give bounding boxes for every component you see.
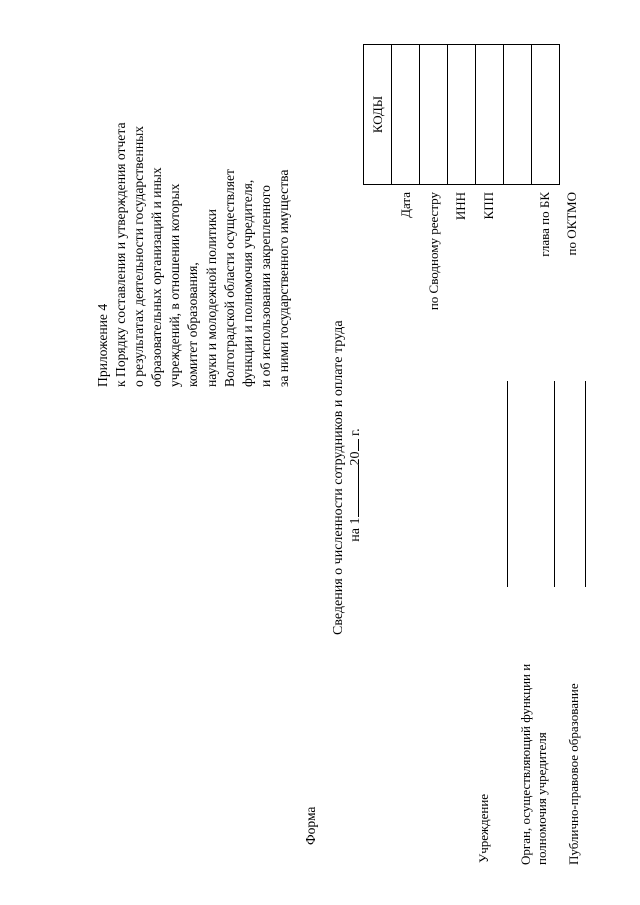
date-prefix: на 1 xyxy=(348,517,363,542)
code-cell-inn[interactable] xyxy=(448,45,476,185)
form-label: Форма xyxy=(303,806,318,845)
code-cell-date[interactable] xyxy=(392,45,420,185)
code-label-kpp: КПП xyxy=(481,192,496,220)
founder-label-line1: Орган, осуществляющий функции и xyxy=(518,663,533,865)
appendix-line: образовательных организаций и иных xyxy=(149,167,165,387)
appendix-line: к Порядку составления и утверждения отчета xyxy=(113,122,129,387)
year-blank xyxy=(347,439,359,451)
code-cell-budget-chapter[interactable] xyxy=(504,45,532,185)
code-cell-oktmo[interactable] xyxy=(532,45,560,185)
appendix-line: науки и молодежной политики xyxy=(203,209,219,387)
report-date-line xyxy=(347,335,364,635)
appendix-line: Приложение 4 xyxy=(95,303,110,387)
codes-table xyxy=(363,44,560,185)
code-label-consolidated-registry: по Сводному реестру xyxy=(426,192,441,311)
form-title-line: Сведения о численности сотрудников и оплате труда xyxy=(331,320,346,635)
appendix-line: Волгоградской области осуществляет xyxy=(221,169,237,387)
code-label-oktmo: по ОКТМО xyxy=(564,192,579,256)
public-entity-fill-line xyxy=(585,381,586,587)
code-label-date: Дата xyxy=(398,192,413,218)
institution-label: Учреждение xyxy=(476,793,491,863)
appendix-line: за ними государственного имущества xyxy=(275,169,291,387)
code-label-inn: ИНН xyxy=(453,192,468,221)
appendix-line: и об использовании закрепленного xyxy=(257,185,273,387)
public-entity-label: Публично-правовое образование xyxy=(566,683,581,865)
institution-fill-line xyxy=(507,381,508,587)
date-year: 20 xyxy=(348,451,363,466)
appendix-line: о результатах деятельности государственных xyxy=(131,125,147,387)
codes-header: КОДЫ xyxy=(364,45,392,185)
date-suffix: г. xyxy=(348,428,363,436)
code-label-budget-chapter: глава по БК xyxy=(537,192,552,257)
form-title xyxy=(330,320,364,635)
code-cell-consolidated-registry[interactable] xyxy=(420,45,448,185)
appendix-line: учреждений, в отношении которых xyxy=(167,183,183,387)
day-month-blank xyxy=(347,465,359,517)
appendix-line: функции и полномочия учредителя, xyxy=(239,179,255,387)
appendix-heading xyxy=(94,0,293,387)
code-cell-kpp[interactable] xyxy=(476,45,504,185)
appendix-line: комитет образования, xyxy=(185,262,201,387)
founder-label-line2: полномочия учредителя xyxy=(534,732,549,865)
founder-fill-line xyxy=(554,381,555,587)
